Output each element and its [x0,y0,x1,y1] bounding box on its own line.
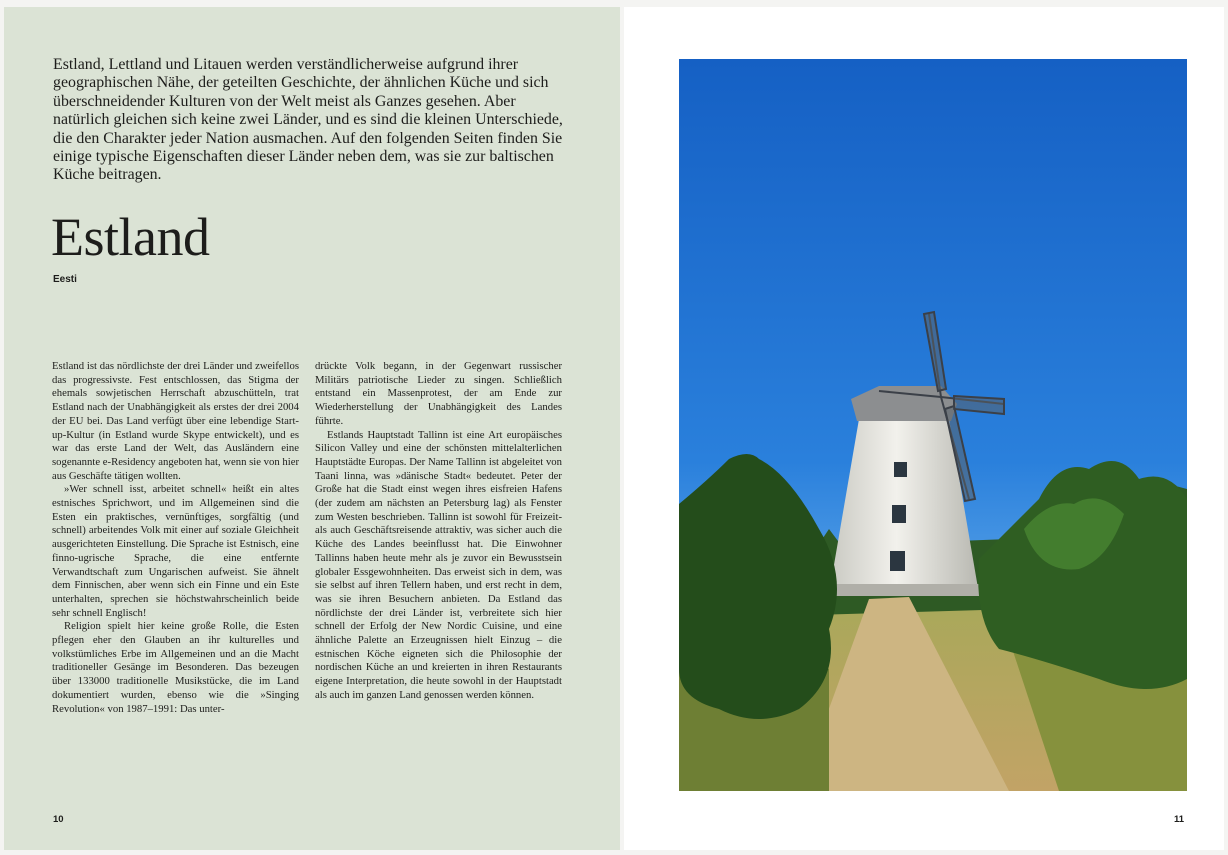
windmill-photo [679,59,1187,791]
page-number-right: 11 [1174,814,1185,825]
page-number-left: 10 [53,814,64,825]
left-page [4,7,620,850]
body-paragraph: drückte Volk begann, in der Gegenwart russischer Militärs patriotische Lieder zu singen. Schließlich entstand ein Massenprotest, der am Ende zur Wiederherstellung der Unabhängigkeit des Landes führte. [315,360,562,427]
window [894,462,907,477]
text-column-1 [52,360,299,716]
body-paragraph: »Wer schnell isst, arbeitet schnell« heißt ein altes estnisches Sprichwort, und im Allgemeinen sind die Esten ein praktisches, vernünftiges, sorgfältig (und schnell) arbeitendes Volk mit einer auf soziale Gleichheit ausgerichteten Einstellung. Die Sprache ist Estnisch, eine finno-ugrische Sprache, die eine entfernte Verwandtschaft zum Ungarischen aufweist. Sie ähnelt dem Finnischen, aber wenn sich ein Finne und ein Este unterhalten, sprechen sie höchstwahrscheinlich beide sehr schnell Englisch! [52,483,299,619]
body-paragraph: Estlands Hauptstadt Tallinn ist eine Art europäisches Silicon Valley und eine der schönsten mittelalterlichen Hauptstädte Europas. Der Name Tallinn ist abgeleitet von Taani linna, was »dänische Stadt« bedeutet. Peter der Große hat die Stadt einst wegen ihres eisfreien Hafens (der zudem am nächsten an Petersburg lag) als Fenster zum Westen beschrieben. Tallinn ist sowohl für Freizeit- als auch Geschäftsreisende attraktiv, was sicher auch die Küche des Landes beeinflusst hat. Die Einwohner Tallinns haben heute mehr als je zuvor ein Bewusstsein globaler Essgewohnheiten. Das erweist sich in dem, was sie selbst auf ihren Tellern haben, und erst recht in dem, was sie ihren Besuchern anbieten. Da Estland das nördlichste der drei Länder ist, verbreitete sich hier schnell der Erfolg der New Nordic Cuisine, und eine ähnliche Palette an Erzeugnissen hielt Einzug – die estnischen Köche eigneten sich die Philosophie der nordischen Küche an und kreierten in ihren Restaurants eigene Interpretation, die heute sowohl in der Hauptstadt als auch im ganzen Land genossen werden können. [315,428,562,701]
window [892,505,906,523]
chapter-title: Estland [51,207,210,267]
intro-paragraph: Estland, Lettland und Litauen werden verständlicherweise aufgrund ihrer geographischen Nähe, der geteilten Geschichte, der ähnlichen Küche und sich überschneidender Kulturen von der Welt meist als Ganzes gesehen. Aber natürlich gleichen sich keine zwei Länder, und es sind die kleinen Unterschiede, die den Charakter jeder Nation ausmachen. Auf den folgenden Seiten finden Sie einige typische Eigenschaften dieser Länder neben dem, was sie zur baltischen Küche beitragen. [53,56,563,184]
right-page [624,7,1224,850]
window [890,551,905,571]
body-paragraph: Estland ist das nördlichste der drei Länder und zweifellos das progressivste. Fest entschlossen, das Stigma der ehemals sowjetischen Herrschaft abzuschütteln, trat Estland nach der Unabhängigkeit als erstes der drei 2004 der EU bei. Das Land verfügt über eine lebendige Start-up-Kultur (in Estland wurde Skype entwickelt), und es war das erste Land der Welt, das Ausländern eine sogenannte e-Residency angeboten hat, wenn sie von hier aus Geschäfte tätigen wollten. [52,360,299,482]
body-paragraph: Religion spielt hier keine große Rolle, die Esten pflegen eher den Glauben an ihr kulturelles und volkstümliches Erbe im Allgemeinen und an die Macht traditioneller Gesänge im Besonderen. Das bezeugen über 133000 traditionelle Musikstücke, die im Land dokumentiert wurden, ebenso wie die »Singing Revolution« von 1987–1991: Das unter- [52,620,299,715]
windmill-base [826,584,984,596]
chapter-subtitle: Eesti [53,274,77,285]
text-column-2 [315,360,562,703]
